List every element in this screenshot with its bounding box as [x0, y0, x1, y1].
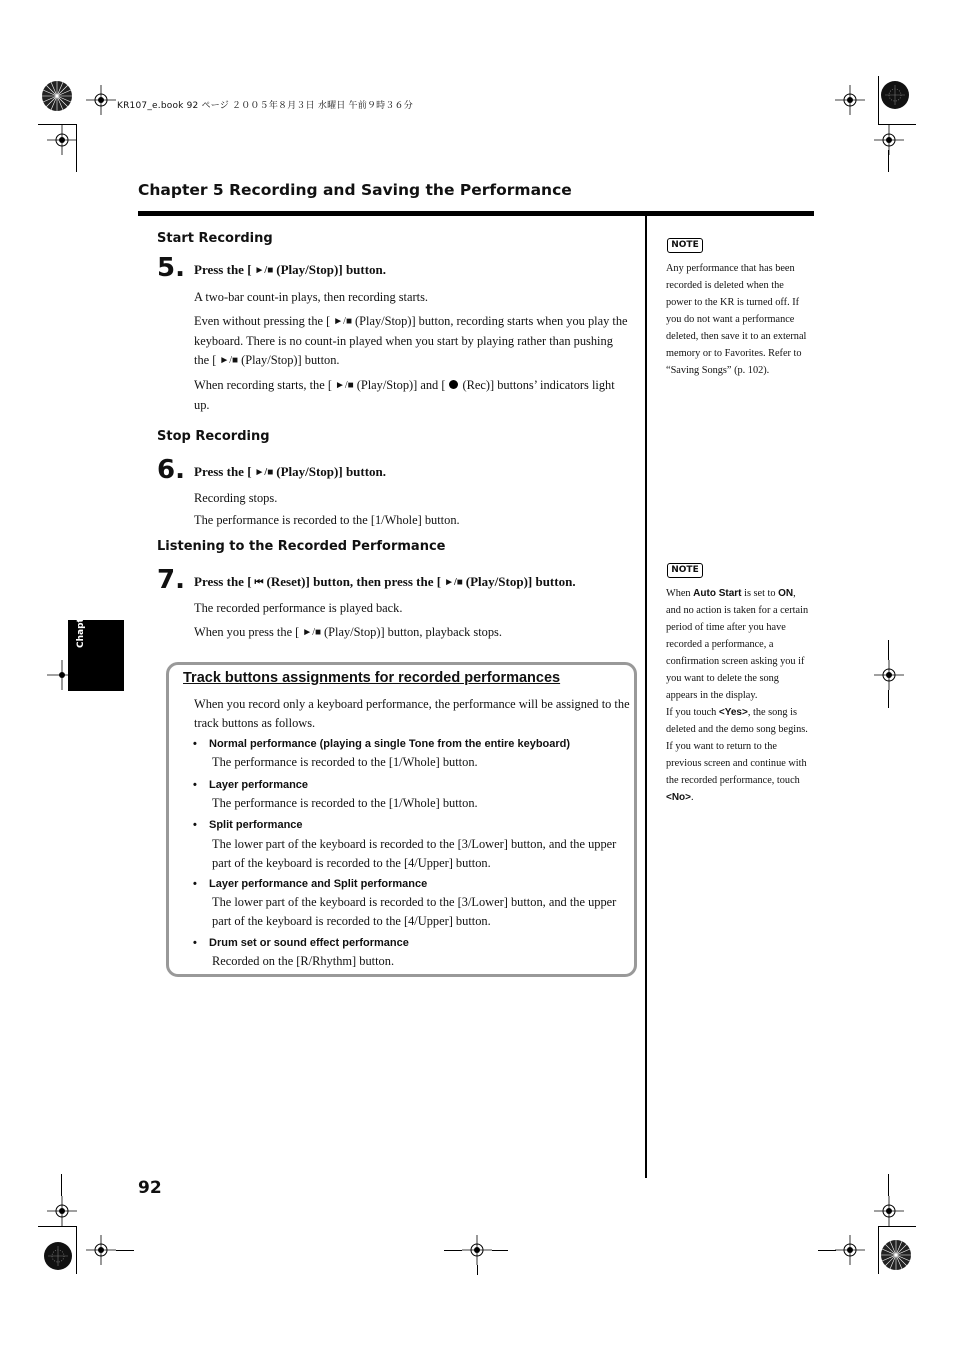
reset-icon: ⏮: [254, 577, 264, 588]
bullet-body: The performance is recorded to the [1/Whole] button.: [212, 755, 478, 769]
step-instruction: [194, 464, 386, 480]
chapter-title: Chapter 5 Recording and Saving the Performance: [138, 181, 572, 199]
step-text-part: (Play/Stop)] button.: [465, 574, 576, 589]
note-text: Any performance that has been recorded is deleted when the power to the KR is turned off. If you do not want a performance deleted, then save it to an external memory or to Favorites. Refer to “Saving Songs” (p. 102).: [666, 263, 807, 376]
note-text-part: .: [691, 792, 694, 803]
paragraph: [194, 623, 628, 643]
paragraph-part: (Play/Stop)] and [: [356, 378, 446, 392]
record-icon: [449, 380, 458, 389]
note-text-part: , and no action is taken for a certain period of time after you have recorded a performance, a confirmation screen asking you if you want to delete the song appears in the display.: [666, 588, 809, 701]
column-divider: [645, 216, 647, 1178]
paragraph-part: When recording starts, the [: [194, 378, 332, 392]
bullet-body: The lower part of the keyboard is recorded to the [3/Lower] button, and the upper part of the keyboard is recorded to the [4/Upper] button.: [212, 837, 617, 870]
step-number: 5.: [157, 253, 185, 283]
bullet: •: [193, 937, 197, 949]
chapter-rule: [138, 211, 814, 216]
play-stop-icon: ►/■: [444, 577, 463, 588]
info-box-title: Track buttons assignments for recorded performances: [183, 670, 561, 686]
section-title-start-recording: Start Recording: [157, 231, 273, 246]
step-text-part: Press the [: [194, 262, 252, 277]
bullet-body: The performance is recorded to the [1/Whole] button.: [212, 796, 478, 810]
crosshair-icon: [874, 1196, 904, 1226]
step-text-part: Press the [: [194, 464, 252, 479]
paragraph-part: When you press the [: [194, 625, 300, 639]
crosshair-icon: [47, 125, 77, 155]
step-text-part: Press the [: [194, 574, 252, 589]
registration-sunburst-icon: [40, 79, 74, 113]
bullet: •: [193, 878, 197, 890]
crosshair-icon: [86, 1235, 116, 1265]
bullet-heading: Layer performance and Split performance: [209, 878, 428, 890]
bullet-body: Recorded on the [R/Rhythm] button.: [212, 954, 395, 968]
bullet: •: [193, 819, 197, 831]
note-text-part: , the song is deleted and the demo song begins.: [666, 707, 808, 735]
note-badge: NOTE: [667, 238, 703, 253]
paragraph-part: (Play/Stop)] button, recording starts when you play the keyboard. There is no count-in played when you start by playing rather than pushing the [: [194, 314, 628, 367]
bullet-heading: Drum set or sound effect performance: [209, 937, 409, 949]
note-badge: NOTE: [667, 563, 703, 578]
crosshair-icon: [86, 85, 116, 115]
play-stop-icon: ►/■: [333, 316, 352, 327]
step-text-part: (Play/Stop)] button.: [276, 262, 387, 277]
paragraph: [194, 376, 628, 415]
paragraph: The recorded performance is played back.: [194, 601, 403, 615]
bullet-heading: Normal performance (playing a single Tone from the entire keyboard): [209, 738, 571, 750]
paragraph-part: (Rec)] buttons’ indicators light up.: [194, 378, 615, 412]
bullet: •: [193, 779, 197, 791]
crosshair-icon: [874, 125, 904, 155]
crosshair-icon: [835, 1235, 865, 1265]
note-text-part: If you want to return to the previous screen and continue with the recorded performance, touch: [666, 741, 807, 786]
play-stop-icon: ►/■: [254, 265, 274, 276]
bullet-heading: Layer performance: [209, 779, 309, 791]
step-number: 6.: [157, 455, 185, 485]
play-stop-icon: ►/■: [219, 355, 239, 366]
paragraph: Recording stops.: [194, 491, 278, 505]
print-header-info: KR107_e.book 92 ページ ２００５年８月３日 水曜日 午前９時３６分: [117, 101, 413, 111]
bullet-body: The lower part of the keyboard is recorded to the [3/Lower] button, and the upper part of the keyboard is recorded to the [4/Upper] button.: [212, 895, 617, 928]
paragraph: A two-bar count-in plays, then recording starts.: [194, 290, 428, 304]
bullet-heading: Split performance: [209, 819, 303, 831]
section-title-listening: Listening to the Recorded Performance: [157, 539, 446, 554]
paragraph-part: (Play/Stop)] button.: [241, 353, 340, 367]
step-text-part: (Reset)] button, then press the [: [266, 574, 442, 589]
play-stop-icon: ►/■: [302, 627, 322, 638]
paragraph-part: Even without pressing the [: [194, 314, 331, 328]
paragraph: The performance is recorded to the [1/Whole] button.: [194, 513, 460, 527]
page-number: 92: [138, 1178, 162, 1198]
crosshair-icon: [462, 1235, 492, 1265]
play-stop-icon: ►/■: [254, 467, 274, 478]
crosshair-icon: [47, 1196, 77, 1226]
registration-sunburst-icon: [879, 1238, 913, 1272]
info-box-intro: When you record only a keyboard performance, the performance will be assigned to the track buttons as follows.: [194, 697, 630, 730]
paragraph: [194, 312, 628, 371]
note-text-part: When: [666, 588, 694, 599]
paragraph-part: (Play/Stop)] button, playback stops.: [324, 625, 502, 639]
registration-target-icon: [42, 1240, 74, 1272]
chapter-side-tab-label: Chapter 5: [76, 598, 86, 648]
crosshair-icon: [835, 85, 865, 115]
note-text-part: If you touch: [666, 707, 719, 718]
step-instruction: [194, 574, 576, 590]
section-title-stop-recording: Stop Recording: [157, 429, 270, 444]
note-emphasis: ON: [778, 588, 794, 599]
note-emphasis: <No>: [666, 792, 692, 803]
note-emphasis: Auto Start: [693, 588, 742, 599]
note-text-part: is set to: [741, 588, 779, 599]
step-number: 7.: [157, 565, 185, 595]
crosshair-icon: [874, 660, 904, 690]
step-instruction: [194, 262, 386, 278]
note-emphasis: <Yes>: [718, 707, 748, 718]
step-text-part: (Play/Stop)] button.: [276, 464, 387, 479]
note-text: [666, 585, 812, 806]
registration-target-icon: [879, 79, 911, 111]
bullet: •: [193, 738, 197, 750]
play-stop-icon: ►/■: [334, 380, 354, 391]
